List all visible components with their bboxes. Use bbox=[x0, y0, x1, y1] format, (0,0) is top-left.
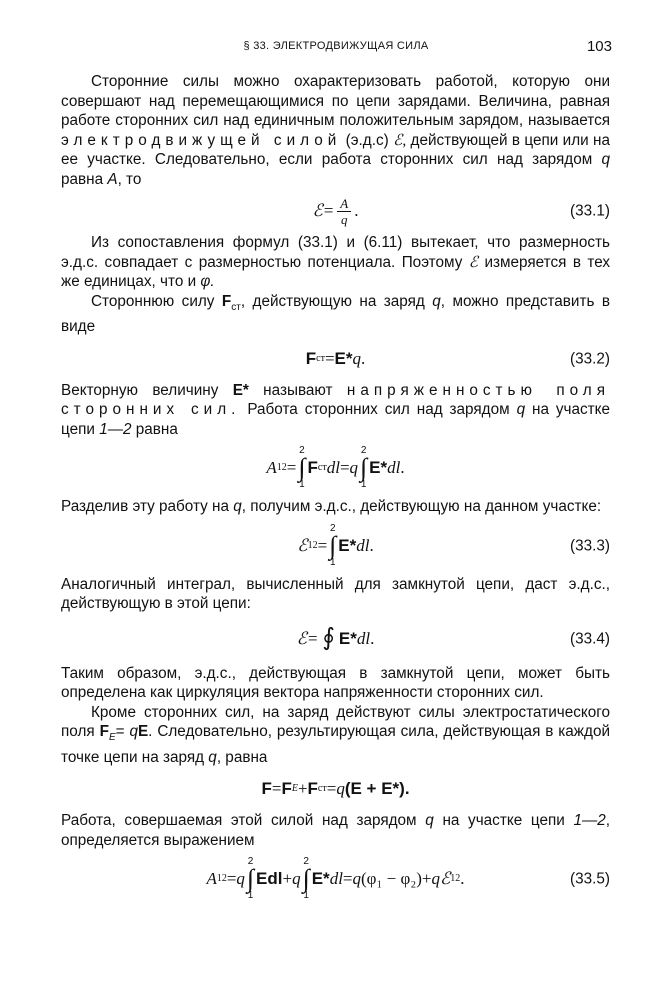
equation-work: A 12 = 2 ∫ 1 F ст dl = q 2 ∫ 1 E* dl . bbox=[266, 445, 405, 491]
fraction: $\frac{A}{q}$ bbox=[337, 196, 351, 227]
equation-label: (33.2) bbox=[570, 349, 610, 367]
equation-label: (33.4) bbox=[570, 629, 610, 647]
paragraph-electrostatic: Кроме сторонних сил, на заряд действуют силы электростатического поля $F_E=$ qE. Следовательно, результирующая сила, действующая в каждой точке цепи на заряд q, равна bbox=[61, 703, 611, 766]
paragraph-emf-definition: Сторонние силы можно охарактеризовать работой, которую они совершают над перемещающимися по цепи зарядами. Величина, равная работе сторонних сил над единичным положительным зарядом, называется электродвижущей силой (э.д.с) ℰ, действующей в цепи или на ее участке. Следовательно, если работа сторонних сил над зарядом q равна A, то bbox=[61, 73, 611, 188]
paragraph-work-total: Работа, совершаемая этой силой над зарядом q на участке цепи 1—2, определяется выражением bbox=[61, 812, 611, 849]
equation-33-4: ℰ= ∮ E* dl . (33.4) bbox=[296, 624, 610, 651]
paragraph-force: Стороннюю силу $F_{ст}$, действующую на заряд q, можно представить в виде bbox=[61, 292, 611, 336]
integral-sign: 2 ∫ 1 bbox=[302, 856, 310, 902]
integral-sign: 2 ∫ 1 bbox=[360, 445, 368, 491]
equation-33-5: A 12 = q 2 ∫ 1 Edl + q 2 ∫ 1 E* dl = q (φ₁ − φ₂) + q ℰ 12 . (33.5) bbox=[206, 856, 610, 902]
integral-sign: 2 ∫ 1 bbox=[298, 445, 306, 491]
section-title: § 33. ЭЛЕКТРОДВИЖУЩАЯ СИЛА bbox=[243, 40, 429, 52]
integral-sign: 2 ∫ 1 bbox=[329, 522, 337, 568]
equation-label: (33.1) bbox=[570, 202, 610, 220]
paragraph-closed-circuit: Аналогичный интеграл, вычисленный для замкнутой цепи, даст э.д.с., действующую в этой цепи: bbox=[61, 575, 610, 613]
equation-label: (33.5) bbox=[570, 870, 610, 888]
term-field-strength: напряженностью поля сторонних сил. bbox=[61, 381, 610, 419]
paragraph-field-strength: Векторную величину E* называют напряженностью поля сторонних сил. Работа сторонних сил над зарядом q на участке цепи 1—2 равна bbox=[61, 381, 611, 438]
term-emf: электродвижущей силой bbox=[61, 131, 342, 149]
running-header bbox=[60, 40, 612, 60]
paragraph-circulation: Таким образом, э.д.с., действующая в замкнутой цепи, может быть определена как циркуляция вектора напряженности сторонних сил. bbox=[61, 664, 610, 702]
paragraph-emf-segment: Разделив эту работу на q, получим э.д.с., действующую на данном участке: bbox=[61, 498, 602, 516]
page-body bbox=[61, 72, 610, 908]
equation-label: (33.3) bbox=[570, 536, 610, 554]
integral-sign: 2 ∫ 1 bbox=[246, 856, 255, 902]
equation-33-3: ℰ 12 = 2 ∫ 1 E* dl . (33.3) bbox=[297, 522, 610, 568]
equation-total-force: F = F E + F ст = q (E + E*). bbox=[261, 779, 410, 799]
equation-33-1: ℰ= $\frac{A}{q}$ . (33.1) bbox=[312, 195, 610, 227]
page-number: 103 bbox=[586, 38, 612, 55]
equation-33-2: F ст = E* q . (33.2) bbox=[305, 348, 610, 368]
paragraph-units: Из сопоставления формул (33.1) и (6.11) вытекает, что размерность э.д.с. совпадает с размерностью потенциала. Поэтому ℰ измеряется в тех же единицах, что и φ. bbox=[61, 234, 611, 290]
